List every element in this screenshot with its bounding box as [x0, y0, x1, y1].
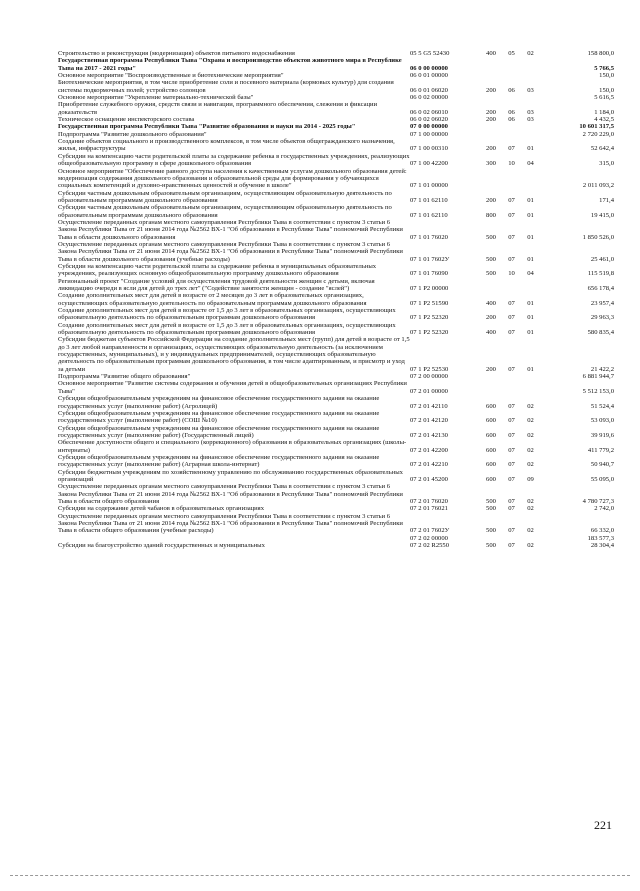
row-amount: 150,0: [599, 72, 614, 80]
row-subsection: [521, 94, 540, 101]
row-description: Осуществление переданных органам местного самоуправления Республики Тыва в соответствии с пунктом 3 статьи 6 Закона Республики Тыва от 21 июня 2014 года №2562 ВХ-1 "Об образовании в Республике Тыва" полномочий Республики Тыва в области дошкольного образования: [58, 218, 403, 241]
row-section: [502, 57, 521, 72]
table-row: [58, 439, 614, 454]
row-description: Техническое оснащение инспекторского состава: [58, 116, 195, 124]
row-amount: 6 881 944,7: [582, 373, 614, 381]
row-description: Создание дополнительных мест для детей в возрасте от 2 месяцев до 3 лет в образовательных организациях, осуществляющих образовательную деятельность по образовательным программам дошкольного образования: [58, 292, 367, 307]
row-section: 07: [508, 314, 515, 322]
row-description: Биотехнические мероприятия, в том числе приобретение соли и посевного материала (кормовых культур) для создания системы подкормочных полей; устройство солонцов: [58, 79, 394, 94]
table-row: [58, 483, 614, 505]
row-section: [502, 94, 521, 101]
row-amount: 2 011 093,2: [582, 182, 614, 190]
row-description: Субсидии на компенсацию части родительской платы за содержание ребенка в муниципальных образовательных учреждениях, реализующих основную общеобразовательную программу дошкольного образования: [58, 262, 377, 278]
row-subsection: [521, 535, 540, 542]
page-number: 221: [594, 818, 612, 832]
row-description: Региональный проект "Создание условий для осуществления трудовой деятельности женщин с детьми, включая ликвидацию очереди в ясли для детей до трех лет" ("Содействие занятости женщин - создание "яслей"): [58, 277, 375, 292]
row-subsection: 04: [527, 160, 534, 168]
row-expense-type: [480, 131, 502, 138]
row-expense-type: [480, 168, 502, 190]
footer-rule: [10, 875, 630, 876]
row-section: 07: [508, 417, 515, 425]
row-subsection: 02: [527, 50, 534, 57]
row-description: Субсидии бюджетным учреждениям по хозяйственному управлению по обслуживанию государственных образовательных организаций: [58, 468, 403, 483]
row-subsection: 01: [527, 255, 534, 263]
table-row: [58, 190, 614, 205]
row-code: 07 2 02 00000: [410, 534, 448, 542]
row-expense-type: 400: [486, 329, 496, 337]
row-code: 07 2 01 42130: [410, 431, 448, 439]
row-amount: 29 963,3: [590, 314, 614, 322]
row-expense-type: 500: [486, 270, 496, 278]
row-code: 07 2 01 7602У: [410, 527, 450, 535]
row-description: Субсидии общеобразовательным учреждениям на финансовое обеспечение государственного задания на оказание государственных услуг (выполнение работ) (Государственный лицей): [58, 424, 380, 439]
row-amount: 1 184,0: [594, 108, 614, 116]
row-code: 07 1 01 62110: [410, 211, 448, 219]
row-code: 07 2 01 00000: [410, 387, 448, 395]
row-description: Обеспечение доступности общего и специального (коррекционного) образования в образовательных организациях (школы-интернаты): [58, 439, 407, 454]
row-subsection: [521, 373, 540, 380]
row-description: Субсидии частным дошкольным образовательным организациям, осуществляющим образовательную деятельность по образовательным программам дошкольного образования: [58, 189, 392, 204]
row-expense-type: 500: [486, 497, 496, 505]
table-row: [58, 395, 614, 410]
row-amount: 183 577,3: [587, 534, 614, 542]
table-row: [58, 168, 614, 190]
table-row: [58, 204, 614, 219]
row-subsection: 01: [527, 211, 534, 219]
row-subsection: 01: [527, 314, 534, 322]
row-code: 07 1 P2 52530: [410, 365, 449, 373]
row-section: 07: [508, 446, 515, 454]
row-description: Создание дополнительных мест для детей в возрасте от 1,5 до 3 лет в образовательных организациях, осуществляющих образовательную деятельность по образовательным программам дошкольного образования: [58, 321, 396, 337]
table-row: [58, 131, 614, 138]
row-section: 07: [508, 497, 515, 505]
row-expense-type: 600: [486, 461, 496, 469]
row-description: Основное мероприятие "Развитие системы содержания и обучения детей в общеобразовательных организациях Республики Тыва": [58, 380, 407, 395]
row-amount: 25 461,0: [590, 255, 614, 263]
table-row: [58, 373, 614, 380]
row-description: Основное мероприятие "Обеспечение равного доступа населения к качественным услугам дошкольного образования детей: модернизация содержания дошкольного образования и образовательной среды для формирования у обучающихся социальных компетенций и духовно-нравственных ценностей и обучение в школе": [58, 167, 407, 190]
row-description: Субсидии на содержание детей чабанов в образовательных организациях: [58, 505, 265, 513]
table-row: [58, 72, 614, 79]
table-row: [58, 336, 614, 373]
row-expense-type: [480, 535, 502, 542]
row-section: 07: [508, 475, 515, 483]
row-expense-type: 400: [486, 50, 496, 57]
row-amount: 19 415,0: [590, 211, 614, 219]
row-expense-type: 400: [486, 299, 496, 307]
row-amount: 4 432,5: [594, 116, 614, 124]
budget-sheet: [58, 50, 614, 549]
row-code: 07 2 01 42110: [410, 402, 448, 410]
row-description: Создание объектов социального и производственного комплексов, в том числе объектов общегражданского назначения, жилья, инфраструктуры: [58, 138, 395, 153]
row-code: 07 1 01 00000: [410, 182, 448, 190]
row-subsection: [521, 72, 540, 79]
row-description: Подпрограмма "Развитие общего образования": [58, 373, 191, 381]
row-code: 07 1 P2 52320: [410, 329, 449, 337]
row-section: 10: [508, 270, 515, 278]
table-row: [58, 535, 614, 542]
row-subsection: 01: [527, 329, 534, 337]
row-section: 07: [508, 233, 515, 241]
row-expense-type: [480, 72, 502, 79]
row-code: 07 2 01 76021: [410, 505, 448, 513]
row-code: 07 1 P2 52320: [410, 314, 449, 322]
row-subsection: 01: [527, 196, 534, 204]
row-section: 07: [508, 196, 515, 204]
row-amount: 66 332,0: [590, 527, 614, 535]
row-code: 06 0 02 00000: [410, 94, 448, 102]
table-row: [58, 101, 614, 116]
row-code: 06 0 01 00000: [410, 72, 448, 80]
row-expense-type: [480, 94, 502, 101]
row-amount: 5 512 153,0: [582, 387, 614, 395]
row-subsection: 02: [527, 497, 534, 505]
row-amount: 115 519,8: [587, 270, 614, 278]
row-amount: 171,4: [599, 196, 614, 204]
table-row: [58, 542, 614, 549]
row-description: Основное мероприятие "Укрепление материально-технической базы": [58, 94, 254, 102]
row-amount: 580 835,4: [587, 329, 614, 337]
row-code: 07 1 01 62110: [410, 196, 448, 204]
row-subsection: 01: [527, 145, 534, 153]
row-code: 07 2 00 00000: [410, 373, 448, 381]
row-description: Государственная программа Республики Тыва "Развитие образования и науки на 2014 - 2025 годы": [58, 123, 356, 131]
row-subsection: 01: [527, 299, 534, 307]
row-code: 07 2 01 42210: [410, 461, 448, 469]
row-code: 06 0 00 00000: [410, 64, 448, 72]
row-code: 07 1 01 76090: [410, 270, 448, 278]
row-expense-type: [480, 380, 502, 395]
table-row: [58, 123, 614, 130]
row-expense-type: 200: [486, 108, 496, 116]
row-expense-type: 200: [486, 314, 496, 322]
row-code: 07 2 01 42120: [410, 417, 448, 425]
row-description: Субсидии бюджетам субъектов Российской Федерации на создание дополнительных мест (групп) для детей в возрасте от 1,5 до 3 лет любой направленности в организациях, осуществляющих образовательную деятельность (за исключением государственных, муниципальных), и у индивидуальных предпринимателей, осуществляющих образовательную деятельность по образовательным программам дошкольного образования, в том числе адаптированным, и присмотр и уход за детьми: [58, 336, 410, 373]
row-expense-type: 500: [486, 255, 496, 263]
table-row: [58, 322, 614, 337]
row-section: 07: [508, 402, 515, 410]
row-subsection: 02: [527, 402, 534, 410]
row-amount: 158 800,0: [587, 50, 614, 57]
row-amount: 51 524,4: [590, 402, 614, 410]
row-subsection: 03: [527, 86, 534, 94]
row-description: Основное мероприятие "Воспроизводственные и биотехнические мероприятия": [58, 72, 284, 80]
table-row: [58, 138, 614, 153]
row-description: Создание дополнительных мест для детей в возрасте от 1,5 до 3 лет в образовательных организациях, осуществляющих образовательную деятельность по образовательным программам дошкольного образования: [58, 307, 396, 322]
table-row: [58, 94, 614, 101]
row-amount: 315,0: [599, 160, 614, 168]
row-expense-type: 500: [486, 527, 496, 535]
row-description: Субсидии на компенсацию части родительской платы за содержание ребенка в государственных учреждениях, реализующих общеобразовательную программу в сфере дошкольного образования: [58, 152, 410, 168]
row-code: 07 1 00 42200: [410, 160, 448, 168]
row-description: Субсидии на благоустройство зданий государственных и муниципальных: [58, 542, 265, 550]
table-row: [58, 469, 614, 484]
row-expense-type: 200: [486, 116, 496, 124]
row-section: 05: [508, 50, 515, 57]
table-row: [58, 454, 614, 469]
row-description: Субсидии общеобразовательным учреждениям на финансовое обеспечение государственного задания на оказание государственных услуг (выполнение работ) (СОШ №10): [58, 409, 380, 425]
row-expense-type: 200: [486, 145, 496, 153]
row-subsection: 01: [527, 233, 534, 241]
row-amount: 53 093,0: [590, 417, 614, 425]
row-expense-type: 600: [486, 475, 496, 483]
row-description: Субсидии общеобразовательным учреждениям на финансовое обеспечение государственного задания на оказание государственных услуг (выполнение работ) (Аграрная школа-интернат): [58, 453, 380, 469]
row-subsection: 02: [527, 446, 534, 454]
row-section: 07: [508, 255, 515, 263]
row-subsection: 02: [527, 431, 534, 439]
row-section: [502, 131, 521, 138]
row-expense-type: [480, 373, 502, 380]
row-description: Осуществление переданных органам местного самоуправления Республики Тыва в соответствии с пунктом 3 статьи 6 Закона Республики Тыва от 21 июня 2014 года №2562 ВХ-1 "Об образовании в Республике Тыва" полномочий Республики Тыва в области дошкольного образования (учебные расходы): [58, 240, 403, 263]
row-expense-type: 200: [486, 365, 496, 373]
table-row: [58, 513, 614, 535]
row-description: Подпрограмма "Развитие дошкольного образования": [58, 130, 207, 138]
row-amount: 55 095,0: [590, 475, 614, 483]
row-amount: 1 850 526,0: [582, 233, 614, 241]
row-expense-type: 300: [486, 160, 496, 168]
row-amount: 150,0: [599, 86, 614, 94]
row-expense-type: 500: [486, 505, 496, 513]
row-subsection: [521, 278, 540, 293]
row-code: 07 2 01 76020: [410, 497, 448, 505]
row-section: 07: [508, 145, 515, 153]
row-description: Субсидии общеобразовательным учреждениям на финансовое обеспечение государственного задания на оказание государственных услуг (выполнение работ) (Агролицей): [58, 395, 380, 410]
row-description: Осуществление переданных органам местного самоуправления Республики Тыва в соответствии с пунктом 3 статьи 6 Закона Республики Тыва от 21 июня 2014 года №2562 ВХ-1 "Об образовании в Республике Тыва" полномочий Республики Тыва в области общего образования (учебные расходы): [58, 512, 403, 535]
row-amount: 5 616,5: [594, 94, 614, 102]
row-code: 07 2 02 R2550: [410, 542, 450, 550]
row-section: [502, 72, 521, 79]
row-expense-type: 600: [486, 446, 496, 454]
row-code: 07 1 00 00000: [410, 130, 448, 138]
table-row: [58, 380, 614, 395]
row-section: 07: [508, 211, 515, 219]
row-subsection: 01: [527, 365, 534, 373]
table-row: [58, 292, 614, 307]
table-row: [58, 278, 614, 293]
row-code: 07 1 P2 51590: [410, 299, 449, 307]
table-row: [58, 241, 614, 263]
row-subsection: 02: [527, 461, 534, 469]
row-code: 07 1 00 00310: [410, 145, 448, 153]
row-expense-type: 500: [486, 233, 496, 241]
table-row: [58, 116, 614, 123]
row-code: 05 5 G5 52430: [410, 50, 450, 57]
row-description: Государственная программа Республики Тыва "Охрана и воспроизводство объектов животного мира в Республике Тыва на 2017 - 2021 годы": [58, 57, 402, 72]
row-subsection: 02: [527, 505, 534, 513]
row-description: Субсидии частным дошкольным образовательным организациям, осуществляющим образовательную деятельность по образовательным программам дошкольного образования: [58, 204, 392, 219]
row-amount: 50 940,7: [590, 461, 614, 469]
row-subsection: [521, 131, 540, 138]
row-description: Осуществление переданных органам местного самоуправления Республики Тыва в соответствии с пунктом 3 статьи 6 Закона Республики Тыва от 21 июня 2014 года №2562 ВХ-1 "Об образовании в Республике Тыва" полномочий Республики Тыва в области общего образования: [58, 483, 403, 505]
table-row: [58, 410, 614, 425]
table-row: [58, 219, 614, 241]
row-section: 06: [508, 108, 515, 116]
row-code: 07 1 P2 00000: [410, 285, 449, 292]
row-section: 06: [508, 116, 515, 124]
row-subsection: 02: [527, 542, 534, 550]
row-code: 07 1 01 7602У: [410, 255, 450, 263]
row-section: 07: [508, 527, 515, 535]
row-expense-type: 200: [486, 196, 496, 204]
row-section: [502, 380, 521, 395]
table-row: [58, 307, 614, 322]
row-expense-type: 600: [486, 431, 496, 439]
row-expense-type: 500: [486, 542, 496, 550]
row-section: [502, 123, 521, 130]
row-code: 06 0 02 06010: [410, 108, 448, 116]
row-expense-type: 600: [486, 402, 496, 410]
row-amount: 52 642,4: [590, 145, 614, 153]
row-section: 07: [508, 365, 515, 373]
row-expense-type: 600: [486, 417, 496, 425]
row-section: [502, 535, 521, 542]
row-amount: 28 304,4: [590, 542, 614, 550]
row-amount: 4 780 727,3: [582, 497, 614, 505]
row-section: 07: [508, 505, 515, 513]
row-section: [502, 373, 521, 380]
row-subsection: 02: [527, 527, 534, 535]
row-expense-type: [480, 123, 502, 130]
row-expense-type: [480, 278, 502, 293]
row-description: [58, 535, 410, 542]
row-amount: 21 422,2: [590, 365, 614, 373]
row-section: 07: [508, 461, 515, 469]
row-subsection: [521, 380, 540, 395]
row-section: 07: [508, 299, 515, 307]
budget-table: [58, 50, 614, 549]
row-code: 06 0 01 06020: [410, 86, 448, 94]
row-section: [502, 278, 521, 293]
row-amount: 656 178,4: [587, 285, 614, 292]
row-section: 07: [508, 329, 515, 337]
row-code: 06 0 02 06020: [410, 116, 448, 124]
row-expense-type: 800: [486, 211, 496, 219]
row-amount: 23 957,4: [590, 299, 614, 307]
row-subsection: 03: [527, 116, 534, 124]
table-row: [58, 263, 614, 278]
row-section: 10: [508, 160, 515, 168]
row-section: 07: [508, 431, 515, 439]
row-subsection: [521, 168, 540, 190]
row-subsection: 09: [527, 475, 534, 483]
row-expense-type: 200: [486, 86, 496, 94]
row-amount: 2 742,0: [594, 505, 614, 513]
row-subsection: [521, 123, 540, 130]
row-amount: 411 779,2: [587, 446, 614, 454]
row-code: 07 1 01 76020: [410, 233, 448, 241]
row-expense-type: [480, 57, 502, 72]
row-code: 07 2 01 42200: [410, 446, 448, 454]
row-description: Строительство и реконструкция (модернизация) объектов питьевого водоснабжения: [58, 50, 295, 57]
table-row: [58, 79, 614, 94]
row-code: 07 2 01 45200: [410, 475, 448, 483]
table-row: [58, 50, 614, 57]
row-section: 06: [508, 86, 515, 94]
row-amount: 39 919,6: [590, 431, 614, 439]
row-amount: 10 601 317,5: [579, 123, 614, 131]
row-subsection: 03: [527, 108, 534, 116]
table-row: [58, 505, 614, 512]
table-row: [58, 153, 614, 168]
row-subsection: 04: [527, 270, 534, 278]
row-section: 07: [508, 542, 515, 550]
table-row: [58, 425, 614, 440]
row-amount: 5 766,5: [594, 64, 614, 72]
row-section: [502, 168, 521, 190]
row-amount: 2 720 229,0: [582, 130, 614, 138]
row-subsection: 02: [527, 417, 534, 425]
row-description: Приобретение служебного оружия, средств связи и навигации, программного обеспечения, слежения и фиксации доказательств: [58, 101, 378, 116]
table-row: [58, 57, 614, 72]
row-code: 07 0 00 00000: [410, 123, 448, 131]
row-subsection: [521, 57, 540, 72]
